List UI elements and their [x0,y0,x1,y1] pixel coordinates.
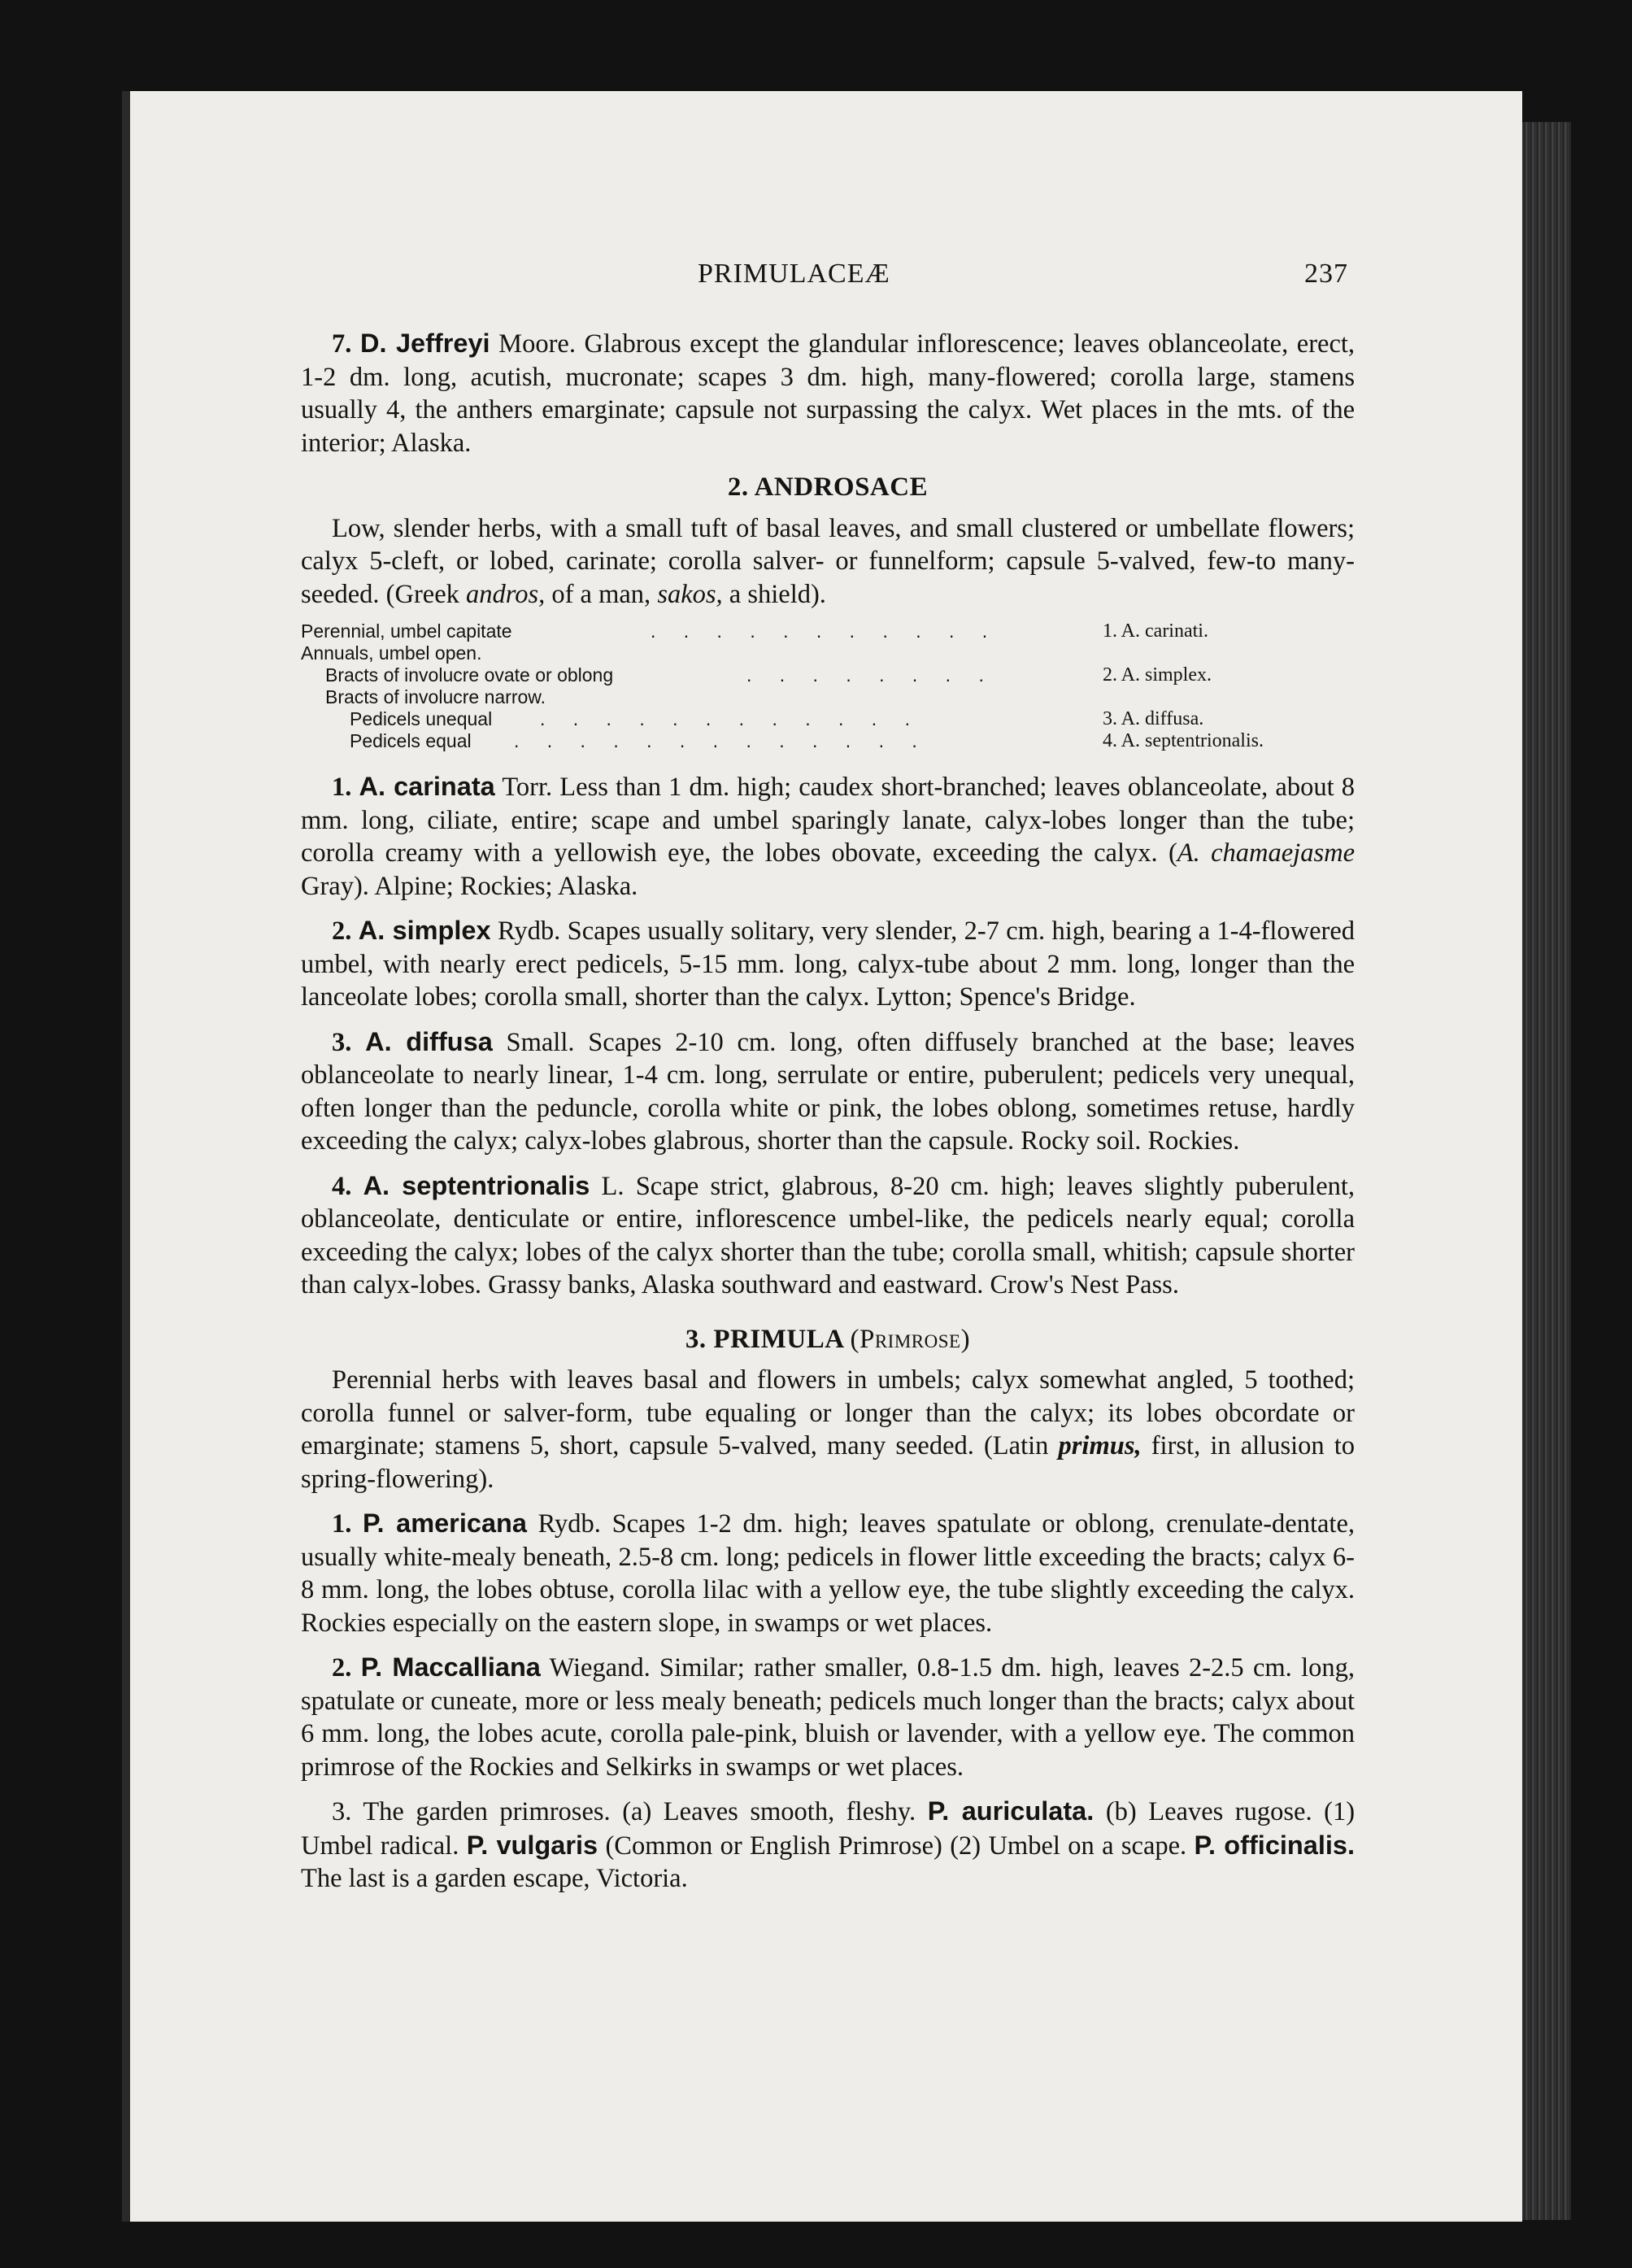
species-entry-d-jeffreyi: 7. D. Jeffreyi Moore. Glabrous except the glandular inflorescence; leaves oblanceolate, erect, 1-2 dm. long, acutish, mucronate; scapes 3 dm. high, many-flowered; corolla large, stamens usually 4, the anthers emarginate; capsule not surpassing the calyx. Wet places in the mts. of the interior; Alaska. [301,329,1356,458]
common-name: (Primrose) [850,1324,971,1354]
running-title: PRIMULACEÆ [698,259,890,289]
species-name: P. americana [363,1508,527,1538]
species-name: A. carinata [359,772,495,801]
key-row: Pedicels equal . . . . . . . . . . . . . 4. A. septentrionalis. [350,730,1264,751]
genus-heading-androsace: 2. ANDROSACE [727,472,929,502]
garden-primroses-entry: 3. The garden primroses. (a) Leaves smooth, fleshy. P. auriculata. (b) Leaves rugose. (1) Umbel radical. P. vulgaris (Common or English Primrose) (2) Umbel on a scape. P. officinalis. The last is a garden escape, Victoria. [301,1796,1356,1893]
key-row: Bracts of involucre ovate or oblong . . . . . . . . 2. A. simplex. [325,664,1212,686]
species-entry-a-septentrionalis: 4. A. septentrionalis L. Scape strict, glabrous, 8-20 cm. high; leaves slightly puberulent, oblanceolate, denticulate or entire, inflorescence umbel-like, the pedicels nearly equal; corolla exceeding the calyx; lobes of the calyx shorter than the tube; corolla small, whitish; capsule shorter than calyx-lobes. Grassy banks, Alaska southward and eastward. Crow's Nest Pass. [301,1170,1356,1299]
identification-key [301,620,1355,752]
species-entry-a-simplex: 2. A. simplex Rydb. Scapes usually solitary, very slender, 2-7 cm. high, bearing a 1-4-flowered umbel, with nearly erect pedicels, 5-15 mm. long, calyx-tube about 2 mm. long, longer than the lanceolate lobes; corolla small, shorter than the calyx. Lytton; Spence's Bridge. [301,916,1356,1012]
book-spine-shadow [122,91,130,2222]
species-name: D. Jeffreyi [359,329,490,358]
species-name: P. vulgaris [466,1830,598,1860]
key-row: Bracts of involucre narrow. [325,686,546,707]
species-entry-a-carinata: 1. A. carinata Torr. Less than 1 dm. high; caudex short-branched; leaves oblanceolate, about 8 mm. long, ciliate, entire; scape and umbel sparingly lanate, calyx-lobes longer than the tube; corolla creamy with a yellowish eye, the lobes obovate, exceeding the calyx. (A. chamaejasme Gray). Alpine; Rockies; Alaska. [301,772,1356,901]
species-entry-p-americana: 1. P. americana Rydb. Scapes 1-2 dm. high; leaves spatulate or oblong, crenulate-dentate, usually white-mealy beneath, 2.5-8 cm. long; pedicels in flower little exceeding the bracts; calyx 6-8 mm. long, the lobes obtuse, corolla lilac with a yellow eye, the tube slightly exceeding the calyx. Rockies especially on the eastern slope, in swamps or wet places. [301,1508,1356,1638]
page-number: 237 [1304,259,1348,289]
page-body [301,327,1355,1896]
page-edges [1522,122,1571,2220]
key-row: Pedicels unequal . . . . . . . . . . . . 3. A. diffusa. [350,708,1204,729]
species-name: A. septentrionalis [363,1170,590,1200]
species-entry-p-maccalliana: 2. P. Maccalliana Wiegand. Similar; rather smaller, 0.8-1.5 dm. high, leaves 2-2.5 cm. long, spatulate or cuneate, more or less mealy beneath; pedicels much longer than the bracts; calyx about 6 mm. long, the lobes acute, corolla pale-pink, bluish or lavender, with a yellow eye. The common primrose of the Rockies and Selkirks in swamps or wet places. [301,1652,1356,1782]
genus-description-primula: Perennial herbs with leaves basal and flowers in umbels; calyx somewhat angled, 5 toothed; corolla funnel or salver-form, tube equaling or longer than the calyx; its lobes obcordate or emarginate; stamens 5, short, capsule 5-valved, many seeded. (Latin primus, first, in allusion to spring-flowering). [301,1365,1356,1494]
species-name: P. Maccalliana [360,1652,541,1682]
genus-heading-primula: 3. PRIMULA (Primrose) [685,1324,971,1354]
species-name: P. officinalis. [1194,1830,1356,1860]
key-row: Annuals, umbel open. [301,642,482,664]
species-entry-a-diffusa: 3. A. diffusa Small. Scapes 2-10 cm. long, often diffusely branched at the base; leaves oblanceolate to nearly linear, 1-4 cm. long, serrulate or entire, puberulent; pedicels very unequal, often longer than the peduncle, corolla white or pink, the lobes oblong, sometimes retuse, hardly exceeding the calyx; calyx-lobes glabrous, shorter than the capsule. Rocky soil. Rockies. [301,1026,1356,1156]
genus-description-androsace: Low, slender herbs, with a small tuft of basal leaves, and small clustered or umbellate flowers; calyx 5-cleft, or lobed, carinate; corolla salver- or funnelform; capsule 5-valved, few-to many-seeded. (Greek andros, of a man, sakos, a shield). [301,513,1355,609]
species-name: P. auriculata. [927,1796,1095,1826]
species-name: A. simplex [358,916,491,945]
key-row: Perennial, umbel capitate . . . . . . . . . . . 1. A. carinatі. [301,620,1208,642]
species-name: A. diffusa [365,1026,493,1056]
